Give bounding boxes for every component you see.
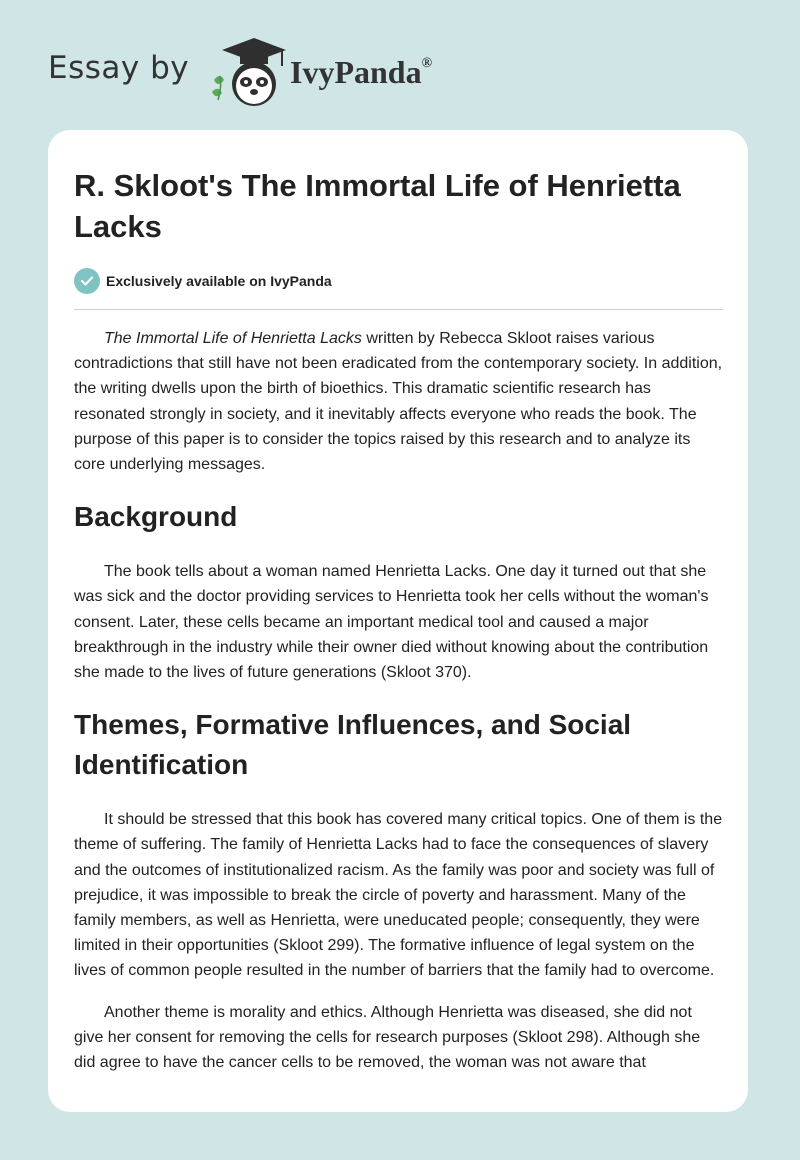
book-title-italic: The Immortal Life of Henrietta Lacks	[104, 330, 362, 347]
site-header	[48, 36, 748, 108]
exclusive-badge	[74, 267, 723, 295]
intro-paragraph	[74, 326, 723, 477]
intro-text: written by Rebecca Skloot raises various contradictions that still have not been eradicated from the contemporary society. In addition, the writing dwells upon the birth of bioethics. This dramatic scientific research has resonated strongly in society, and it inevitably affects everyone who reads the book. The purpose of this paper is to consider the topics raised by this research and to analyze its core underlying messages.	[74, 330, 723, 474]
background-paragraph: The book tells about a woman named Henrietta Lacks. One day it turned out that she was sick and the doctor providing services to Henrietta took her cells without the woman's consent. Later, these cells became an important medical tool and caused a major breakthrough in the industry while their owner died without knowing about the contribution she made to the lives of future generations (Skloot 370).	[74, 563, 709, 682]
themes-paragraph-2: Another theme is morality and ethics. Although Henrietta was diseased, she did not give her consent for removing the cells for research purposes (Skloot 298). Although she did agree to have the cancer cells to be removed, the woman was not aware that	[74, 1003, 701, 1072]
checkmark-icon	[74, 268, 100, 294]
essay-by-label: Essay by	[48, 50, 190, 86]
divider	[74, 309, 723, 310]
themes-paragraph-1: It should be stressed that this book has covered many critical topics. One of them is the theme of suffering. The family of Henrietta Lacks had to face the consequences of slavery and the outcomes of institutionalized racism. As the family was poor and society was full of prejudice, it was impossible to break the circle of poverty and harassment. Many of the family members, as well as Henrietta, were uneducated people; consequently, they were limited in their opportunities (Skloot 299). The formative influence of legal system on the lives of common people resulted in the number of barriers that the family had to overcome.	[74, 811, 723, 980]
background-heading: Background	[74, 501, 238, 533]
panda-logo-icon[interactable]	[204, 36, 288, 108]
essay-card	[48, 130, 748, 1112]
page-title: R. Skloot's The Immortal Life of Henrietta Lacks	[74, 168, 681, 244]
themes-heading: Themes, Formative Influences, and Social Identification	[74, 709, 632, 781]
brand-name[interactable]: IvyPanda®	[290, 54, 433, 90]
exclusive-label: Exclusively available on IvyPanda	[106, 273, 332, 289]
